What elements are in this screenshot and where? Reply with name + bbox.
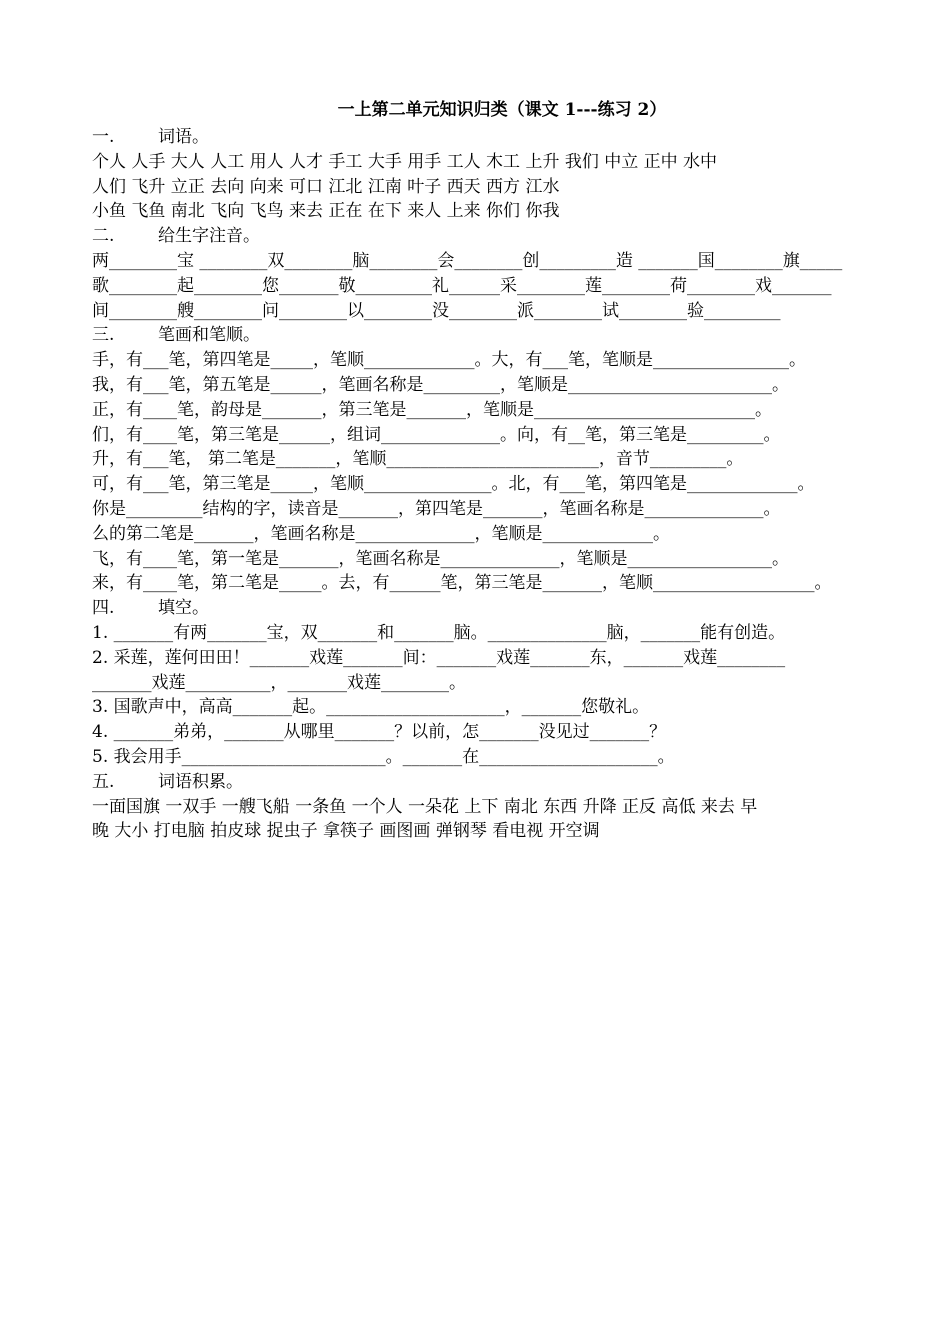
section-heading: 词语积累。 [158, 771, 243, 792]
section-heading: 填空。 [158, 598, 209, 619]
word-line: 一面国旗 一双手 一艘飞船 一条鱼 一个人 一朵花 上下 南北 东西 升降 正反 高低 来去 早 [92, 796, 758, 817]
section-number: 五. [92, 771, 115, 792]
word-line: 晚 大小 打电脑 拍皮球 捉虫子 拿筷子 画图画 弹钢琴 看电视 开空调 [92, 821, 600, 842]
section-number: 三. [92, 325, 115, 346]
stroke-line: 飞，有____笔，第一笔是_______，笔画名称是______________，笔顺是_________________。 [92, 548, 789, 569]
stroke-line: 你是_________结构的字，读音是_______，第四笔是_______，笔画名称是______________。 [92, 498, 781, 519]
stroke-line: 么的第二笔是_______，笔画名称是______________，笔顺是_____________。 [92, 523, 670, 544]
section-number: 四. [92, 598, 115, 619]
section-number: 二. [92, 226, 115, 247]
word-line: 小鱼 飞鱼 南北 飞向 飞鸟 来去 正在 在下 来人 上来 你们 你我 [92, 201, 560, 222]
section-strokes [92, 323, 872, 596]
stroke-line: 来，有____笔，第二笔是_____。去，有______笔，第三笔是_______，笔顺___________________。 [92, 573, 832, 594]
section-heading: 词语。 [158, 127, 209, 147]
section-pinyin [92, 224, 872, 323]
stroke-line: 我，有___笔，第五笔是______，笔画名称是_________，笔顺是________________________。 [92, 374, 789, 395]
blank-line: 2. 采莲，莲何田田！_______戏莲_______间：_______戏莲_______东，_______戏莲________ [92, 647, 786, 668]
page-title: 一上第二单元知识归类（课文 1---练习 2） [337, 100, 667, 120]
section-word-accumulation [92, 770, 872, 844]
stroke-line: 们，有____笔，第三笔是______，组词______________。向，有__笔，第三笔是_________。 [92, 424, 781, 445]
blank-line: 4. _______弟弟，_______从哪里_______？以前，怎_______没见过_______？ [92, 722, 667, 743]
stroke-line: 可，有___笔，第三笔是_____，笔顺_______________。北，有___笔，第四笔是_____________。 [92, 474, 815, 495]
word-line: 人们 飞升 立正 去向 向来 可口 江北 江南 叶子 西天 西方 江水 [92, 176, 560, 197]
blank-line: 1. _______有两_______宝，双_______和_______脑。______________脑，_______能有创造。 [92, 622, 786, 643]
blank-line: _______戏莲__________，_______戏莲________。 [92, 672, 466, 693]
blank-line: 3. 国歌声中，高高_______起。_____________________，_______您敬礼。 [92, 697, 650, 718]
section-number: 一. [92, 127, 115, 147]
pinyin-line: 间________艘________问________以________没________派________试________验_________ [92, 300, 781, 321]
section-fill-blanks [92, 596, 872, 770]
pinyin-line: 歌________起________您_______敬_________礼______采________莲________荷________戏_______ [92, 275, 832, 296]
section-heading: 笔画和笔顺。 [158, 325, 260, 346]
stroke-line: 正，有____笔，韵母是_______，第三笔是_______，笔顺是__________________________。 [92, 399, 772, 420]
section-vocabulary [92, 125, 872, 224]
section-heading: 给生字注音。 [158, 226, 260, 247]
worksheet-page [92, 97, 872, 844]
word-line: 个人 人手 大人 人工 用人 人才 手工 大手 用手 工人 木工 上升 我们 中立 正中 水中 [92, 151, 718, 172]
stroke-line: 手，有___笔，第四笔是_____，笔顺_____________。大，有___笔，笔顺是________________。 [92, 350, 806, 371]
blank-line: 5. 我会用手________________________。_______在_____________________。 [92, 746, 675, 767]
pinyin-line: 两________宝 ________双________脑________会________创_________造 _______国________旗_____ [92, 250, 843, 271]
stroke-line: 升，有___笔， 第二笔是_______，笔顺_________________________，音节_________。 [92, 449, 744, 470]
